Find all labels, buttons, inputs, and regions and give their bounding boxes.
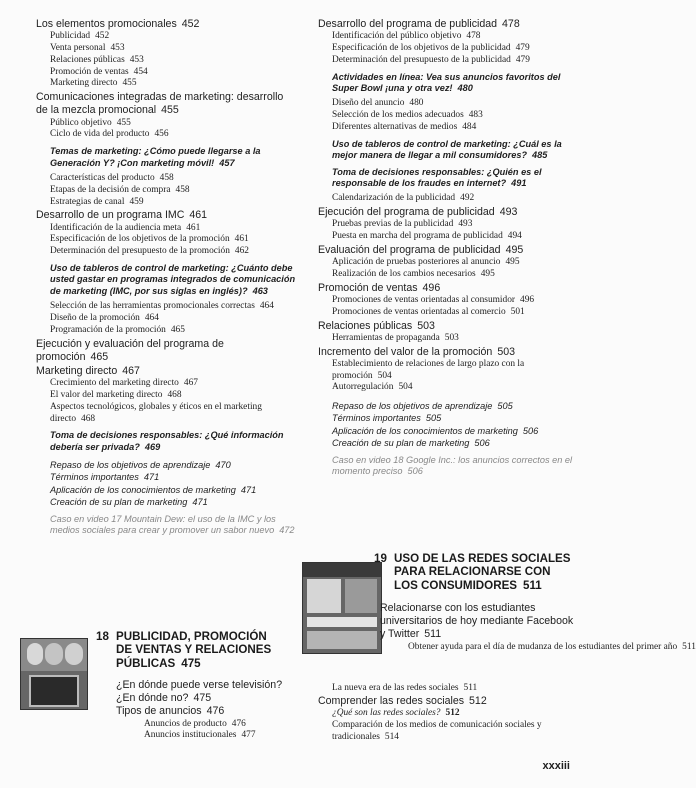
toc-entry-text: Programación de la promoción (50, 324, 166, 335)
page-number: xxxiii (542, 760, 570, 772)
chapter-18-heading (96, 630, 286, 670)
toc-entry-page: 465 (170, 324, 185, 335)
chapter-18-title: PUBLICIDAD, PROMOCIÓN DE VENTAS Y RELACIONES PÚBLICAS (116, 630, 272, 670)
toc-entry (36, 301, 298, 313)
toc-entry-page: 475 (193, 692, 212, 705)
toc-entry-page: 503 (417, 319, 435, 332)
toc-entry (36, 185, 298, 197)
toc-entry-text: Uso de tableros de control de marketing: ¿Cuál es la mejor manera de llegar a mil consumidores? (332, 138, 562, 161)
toc-entry-text: Comunicaciones integradas de marketing: desarrollo de la mezcla promocional (36, 91, 284, 117)
toc-entry-text: Selección de las herramientas promocionales correctas (50, 301, 255, 312)
toc-entry (318, 167, 580, 190)
toc-entry (318, 695, 580, 708)
toc-entry-text: Creación de su plan de marketing (332, 437, 470, 448)
toc-entry (318, 295, 580, 307)
toc-entry-page: 464 (144, 313, 159, 323)
chapter-19-entries-continued (318, 683, 580, 743)
toc-entry-text: Uso de tableros de control de marketing: ¿Cuánto debe usted gastar en programas integrados de comunicación de marketing (IMC, por sus siglas en inglés)? (50, 262, 296, 296)
toc-entry-page: 495 (480, 269, 495, 280)
toc-entry-text: Especificación de los objetivos de la promoción (50, 234, 230, 245)
toc-entry-page: 455 (116, 117, 131, 128)
toc-entry (116, 705, 296, 718)
toc-entry-page: 493 (458, 219, 473, 230)
toc-entry (318, 382, 580, 394)
toc-entry (318, 18, 580, 31)
toc-entry (36, 390, 298, 402)
toc-entry-page: 462 (234, 246, 249, 257)
toc-entry (318, 455, 580, 478)
toc-entry-text: Actividades en línea: Vea sus anuncios favoritos del Super Bowl ¡una y otra vez! (332, 71, 561, 93)
toc-entry-text: Repaso de los objetivos de aprendizaje (50, 460, 211, 471)
toc-entry (380, 602, 580, 642)
toc-entry-text: Anuncios institucionales (144, 730, 237, 741)
toc-entry (36, 402, 298, 426)
toc-entry (36, 496, 298, 508)
toc-entry-text: Ejecución y evaluación del programa de promoción (36, 337, 224, 363)
toc-entry-page: 461 (186, 222, 201, 233)
toc-entry-page: 464 (259, 301, 274, 312)
toc-entry-page: 480 (409, 98, 424, 109)
toc-entry-page: 512 (445, 708, 460, 718)
toc-entry-page: 458 (159, 173, 174, 183)
toc-entry (318, 708, 580, 720)
toc-entry-page: 455 (161, 104, 179, 117)
toc-entry-page: 452 (181, 18, 200, 30)
toc-entry-page: 461 (189, 209, 208, 222)
chapter-19-number: 19 (374, 552, 387, 565)
toc-entry-page: 506 (522, 425, 539, 436)
toc-entry-text: Caso en video 17 Mountain Dew: el uso de la IMC y los medios sociales para crear y promover un sabor nuevo (50, 514, 276, 536)
toc-entry-text: Relacionarse con los estudiantes universitarios de hoy mediante Facebook y Twitter (380, 602, 574, 641)
toc-entry (36, 338, 298, 364)
toc-entry-page: 491 (511, 178, 527, 189)
toc-entry-text: Caso en video 18 Google Inc.: los anuncios correctos en el momento preciso (332, 455, 573, 477)
toc-entry-page: 504 (377, 370, 392, 381)
toc-entry (318, 412, 580, 424)
toc-entry (36, 325, 298, 337)
toc-entry-text: Ciclo de vida del producto (50, 129, 150, 140)
toc-entry (318, 72, 580, 95)
toc-entry (318, 55, 580, 67)
toc-entry-page: 506 (474, 437, 490, 448)
toc-entry (318, 244, 580, 257)
toc-entry-text: El valor del marketing directo (50, 390, 163, 400)
chapter-19-photo (302, 562, 382, 654)
chapter-19-page: 511 (523, 578, 542, 592)
toc-entry-page: 455 (122, 78, 137, 89)
toc-entry (36, 459, 298, 471)
toc-entry-text: Toma de decisiones responsables: ¿Qué información debería ser privada? (50, 430, 284, 452)
toc-entry-text: Creación de su plan de marketing (50, 496, 188, 507)
toc-entry-text: Marketing directo (36, 365, 118, 377)
chapter-18-entries (116, 679, 296, 742)
toc-entry-page: 479 (515, 54, 530, 65)
toc-entry-page: 485 (532, 150, 548, 161)
toc-entry (318, 257, 580, 269)
chapter-19-entries (380, 602, 696, 653)
toc-entry (318, 231, 580, 243)
toc-entry-page: 467 (183, 378, 198, 389)
toc-right-column (318, 18, 580, 478)
toc-entry-page: 504 (398, 382, 413, 393)
toc-entry-page: 495 (505, 244, 524, 257)
toc-entry-text: Promociones de ventas orientadas al comercio (332, 306, 506, 317)
toc-entry-text: Desarrollo de un programa IMC (36, 209, 185, 222)
toc-entry-page: 511 (463, 683, 478, 693)
toc-entry (318, 122, 580, 134)
toc-entry-text: Diseño del anuncio (332, 98, 405, 109)
toc-entry (36, 365, 298, 378)
toc-entry-text: Promoción de ventas (318, 281, 418, 294)
toc-entry-page: 476 (231, 718, 246, 729)
toc-entry-page: 457 (219, 157, 235, 168)
toc-entry-text: Determinación del presupuesto de la publicidad (332, 54, 511, 65)
toc-entry (318, 307, 580, 319)
toc-entry-text: Crecimiento del marketing directo (50, 378, 179, 389)
toc-entry (318, 720, 580, 744)
toc-entry-page: 459 (129, 196, 144, 207)
toc-entry-page: 472 (279, 525, 295, 536)
toc-entry (36, 18, 298, 31)
toc-entry-page: 484 (462, 122, 477, 132)
toc-entry-text: Especificación de los objetivos de la publicidad (332, 43, 511, 53)
toc-entry-text: Aplicación de pruebas posteriores al anuncio (332, 257, 501, 268)
toc-entry (36, 78, 298, 90)
toc-entry-text: Diseño de la promoción (50, 313, 140, 323)
toc-entry (36, 91, 298, 117)
toc-entry-text: Repaso de los objetivos de aprendizaje (332, 401, 493, 412)
toc-entry-text: Identificación de la audiencia meta (50, 222, 182, 233)
toc-entry-text: Los elementos promocionales (36, 18, 177, 30)
toc-entry (36, 209, 298, 222)
toc-entry-text: Relaciones públicas (50, 54, 125, 65)
toc-entry-page: 456 (154, 129, 169, 140)
toc-entry (318, 219, 580, 231)
toc-entry-page: 501 (510, 306, 525, 317)
toc-entry-text: Incremento del valor de la promoción (318, 345, 493, 358)
toc-entry-page: 503 (444, 332, 459, 343)
toc-entry (36, 471, 298, 483)
toc-entry-text: Público objetivo (50, 117, 112, 128)
toc-entry-page: 471 (240, 484, 257, 495)
toc-entry-text: Establecimiento de relaciones de largo plazo con la promoción (332, 358, 525, 381)
toc-entry-page: 511 (682, 641, 696, 652)
toc-entry-text: Pruebas previas de la publicidad (332, 219, 454, 230)
toc-entry (36, 234, 298, 246)
toc-entry-page: 483 (468, 110, 483, 121)
toc-entry (318, 400, 580, 412)
toc-entry-text: Tipos de anuncios (116, 705, 202, 718)
toc-entry (36, 146, 298, 169)
toc-entry-page: 468 (81, 413, 96, 424)
toc-entry-text: Venta personal (50, 43, 106, 53)
toc-entry (36, 31, 298, 43)
toc-entry-text: Ejecución del programa de publicidad (318, 206, 495, 219)
toc-entry (380, 641, 696, 654)
toc-entry (36, 313, 298, 325)
toc-entry (318, 437, 580, 449)
toc-entry-page: 478 (466, 31, 481, 42)
toc-entry-page: 463 (252, 285, 268, 296)
toc-entry-page: 512 (469, 694, 487, 707)
toc-entry (318, 282, 580, 295)
toc-entry (36, 43, 298, 55)
toc-entry (318, 206, 580, 219)
toc-entry (36, 484, 298, 496)
toc-entry (318, 425, 580, 437)
toc-entry-text: Promoción de ventas (50, 66, 129, 77)
toc-entry (36, 430, 298, 453)
toc-entry-text: Publicidad (50, 31, 91, 42)
toc-entry-page: 478 (502, 18, 520, 30)
toc-entry-text: Términos importantes (332, 413, 421, 424)
toc-entry (116, 679, 296, 705)
toc-entry-text: Aplicación de los conocimientos de marketing (50, 484, 236, 495)
toc-entry-text: Etapas de la decisión de compra (50, 184, 171, 195)
toc-entry-text: Relaciones públicas (318, 319, 413, 332)
toc-entry (318, 359, 580, 383)
toc-entry-text: Toma de decisiones responsables: ¿Quién es el responsable de los fraudes en internet? (332, 166, 542, 189)
toc-entry-text: Promociones de ventas orientadas al consumidor (332, 295, 516, 306)
toc-entry (318, 98, 580, 110)
toc-entry (36, 246, 298, 258)
toc-entry-text: Aplicación de los conocimientos de marketing (332, 425, 518, 436)
toc-entry-page: 470 (215, 460, 231, 471)
chapter-18-photo (20, 638, 88, 710)
toc-entry-text: Puesta en marcha del programa de publicidad (332, 231, 503, 242)
toc-entry-text: Estrategias de canal (50, 196, 125, 207)
toc-left-column (36, 18, 298, 537)
chapter-18-number: 18 (96, 630, 109, 643)
toc-entry-text: Herramientas de propaganda (332, 332, 440, 343)
toc-entry-page: 496 (520, 295, 535, 306)
toc-entry (116, 719, 296, 731)
toc-entry (318, 320, 580, 333)
toc-entry-text: Identificación del público objetivo (332, 31, 462, 42)
toc-entry-text: Temas de marketing: ¿Cómo puede llegarse a la Generación Y? ¡Con marketing móvil! (50, 146, 261, 168)
toc-entry (36, 129, 298, 141)
chapter-18-page: 475 (181, 656, 201, 670)
toc-entry-text: Desarrollo del programa de publicidad (318, 18, 498, 30)
toc-entry-text: ¿En dónde puede verse televisión? ¿En dónde no? (116, 679, 283, 705)
toc-entry-page: 493 (499, 206, 518, 219)
toc-entry-page: 505 (425, 413, 442, 424)
toc-entry (36, 378, 298, 390)
toc-entry-page: 453 (129, 54, 144, 65)
toc-entry (318, 139, 580, 162)
toc-entry-text: Determinación del presupuesto de la promoción (50, 246, 230, 257)
toc-entry-text: Diferentes alternativas de medios (332, 122, 458, 132)
toc-entry-page: 454 (133, 66, 148, 77)
toc-entry-page: 495 (505, 257, 520, 268)
toc-entry-text: Anuncios de producto (144, 718, 227, 729)
toc-entry-page: 468 (167, 390, 182, 400)
toc-entry-page: 465 (90, 350, 109, 363)
toc-entry (36, 118, 298, 130)
toc-entry (36, 55, 298, 67)
toc-entry-text: Calendarización de la publicidad (332, 193, 456, 204)
toc-entry-text: ¿Qué son las redes sociales? (332, 708, 441, 718)
toc-entry (318, 193, 580, 205)
toc-entry-text: Comparación de los medios de comunicación sociales y tradicionales (332, 719, 542, 742)
toc-entry-text: Comprender las redes sociales (318, 694, 465, 707)
toc-entry (318, 43, 580, 55)
toc-entry (36, 263, 298, 297)
toc-entry (36, 223, 298, 235)
toc-entry (36, 197, 298, 209)
toc-entry-page: 506 (407, 466, 423, 477)
toc-entry-page: 505 (497, 401, 513, 412)
toc-entry-page: 511 (424, 628, 442, 641)
toc-entry-text: Autorregulación (332, 382, 394, 393)
toc-entry-page: 471 (143, 472, 160, 483)
toc-entry-page: 471 (192, 496, 208, 507)
toc-entry-text: Evaluación del programa de publicidad (318, 244, 501, 257)
chapter-19-title: USO DE LAS REDES SOCIALES PARA RELACIONARSE CON LOS CONSUMIDORES (394, 552, 571, 592)
toc-entry-text: Características del producto (50, 173, 155, 183)
toc-entry-text: Obtener ayuda para el día de mudanza de los estudiantes del primer año (408, 641, 678, 652)
toc-entry-page: 469 (144, 441, 161, 452)
toc-entry-text: Aspectos tecnológicos, globales y éticos en el marketing directo (50, 401, 262, 424)
toc-entry (36, 173, 298, 185)
chapter-19-heading (374, 552, 574, 592)
toc-entry (318, 346, 580, 359)
toc-entry-page: 477 (241, 730, 256, 741)
toc-entry-page: 496 (422, 281, 441, 294)
toc-entry-text: Términos importantes (50, 472, 139, 483)
toc-entry-text: Marketing directo (50, 78, 118, 89)
toc-entry (36, 67, 298, 79)
toc-entry-page: 452 (95, 31, 110, 42)
toc-entry (116, 730, 296, 742)
toc-entry-text: Selección de los medios adecuados (332, 110, 464, 121)
toc-entry-page: 479 (515, 43, 530, 53)
toc-entry-page: 514 (384, 731, 399, 742)
toc-entry (36, 514, 298, 537)
toc-entry-page: 453 (110, 43, 125, 53)
toc-entry-text: Realización de los cambios necesarios (332, 269, 476, 280)
toc-entry-page: 461 (234, 234, 249, 245)
toc-entry-page: 476 (206, 705, 225, 718)
toc-entry-page: 480 (457, 83, 473, 93)
toc-entry (318, 31, 580, 43)
toc-entry-page: 503 (497, 345, 515, 358)
toc-entry (318, 269, 580, 281)
toc-entry-page: 492 (460, 193, 475, 204)
toc-entry-page: 494 (507, 231, 522, 242)
toc-entry-page: 467 (122, 365, 140, 377)
toc-entry (318, 683, 580, 695)
toc-entry-text: La nueva era de las redes sociales (332, 683, 459, 693)
toc-entry (318, 110, 580, 122)
toc-entry-page: 458 (175, 184, 190, 195)
toc-entry (318, 333, 580, 345)
